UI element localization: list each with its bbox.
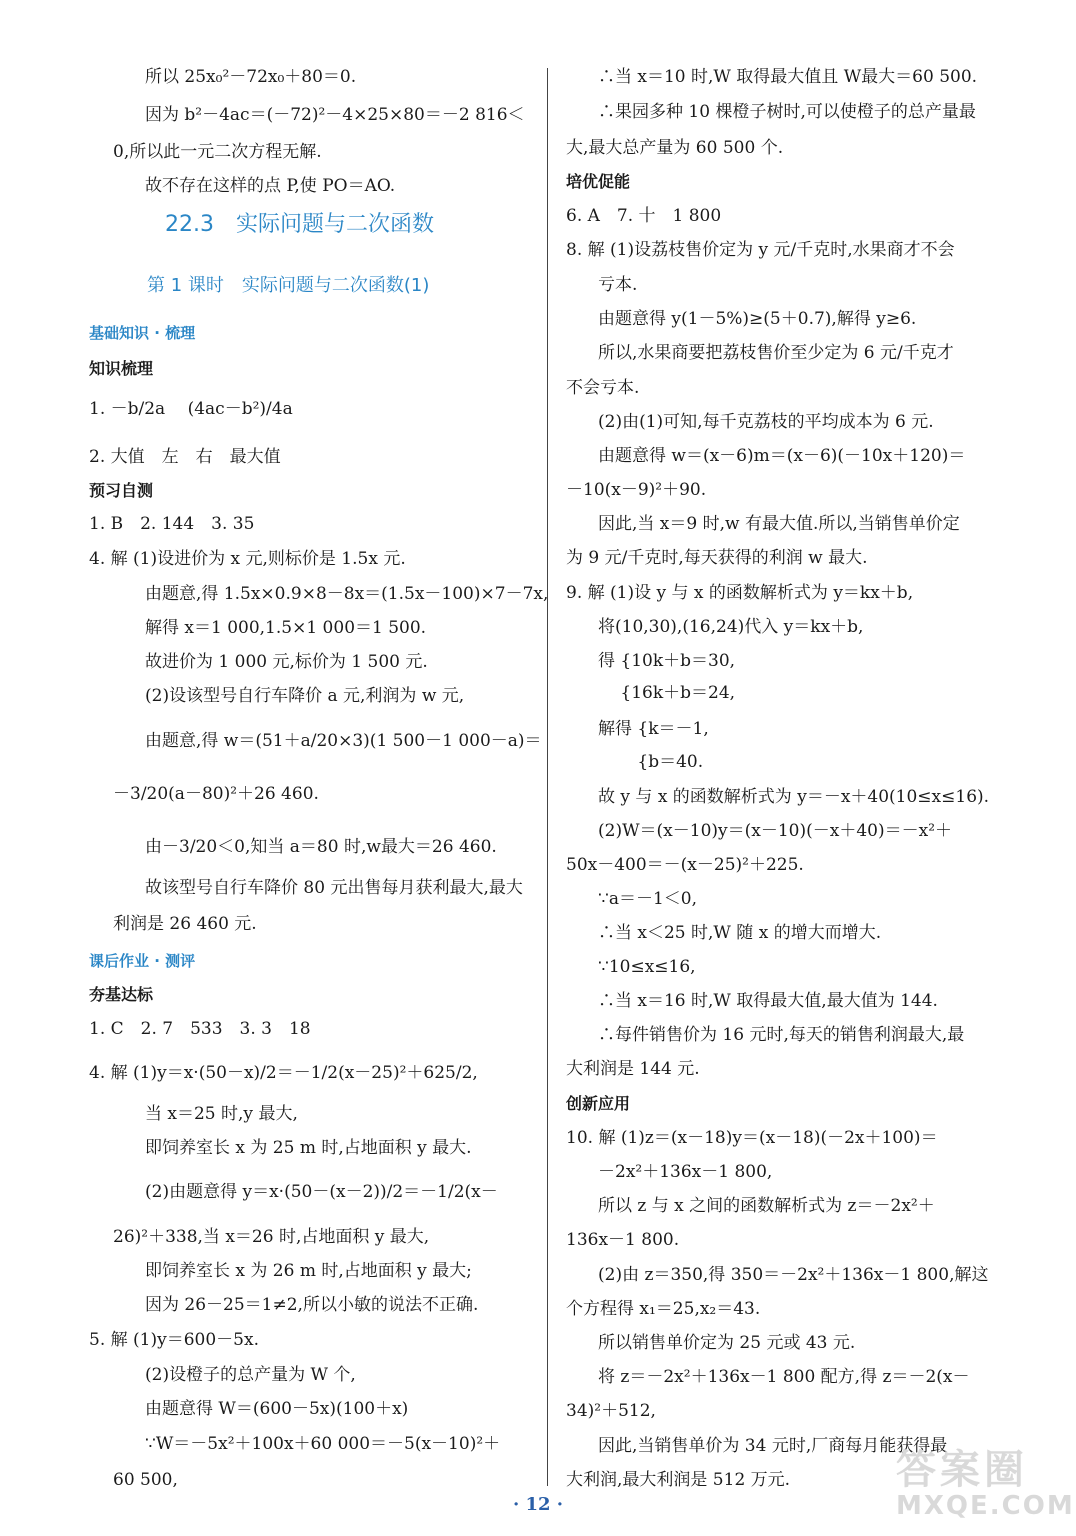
lesson-title: 第 1 课时 实际问题与二次函数(1) (147, 275, 430, 296)
text-line: {16k＋b＝24, (598, 683, 736, 703)
column-divider (547, 68, 548, 1486)
text-line: 60 500, (113, 1470, 178, 1490)
watermark-text-bottom: MXQE.COM (896, 1491, 1075, 1521)
text-line: 个方程得 x₁＝25,x₂＝43. (566, 1299, 761, 1319)
text-line: 即饲养室长 x 为 25 m 时,占地面积 y 最大. (145, 1138, 472, 1158)
text-line: 得 {10k＋b＝30, (598, 651, 736, 671)
text-line: 所以 25x₀²－72x₀＋80＝0. (145, 67, 357, 87)
text-line: 4. 解 (1)y＝x·(50－x)/2＝－1/2(x－25)²＋625/2, (89, 1063, 478, 1083)
text-line: (2)由题意得 y＝x·(50－(x－2))/2＝－1/2(x－ (145, 1182, 498, 1202)
text-line: 由题意得 w＝(x－6)m＝(x－6)(－10x＋120)＝ (598, 446, 966, 466)
text-line: (2)由(1)可知,每千克荔枝的平均成本为 6 元. (598, 412, 934, 432)
text-line: 由题意得 y(1－5%)≥(5＋0.7),解得 y≥6. (598, 309, 917, 329)
text-line: 故进价为 1 000 元,标价为 1 500 元. (145, 652, 428, 672)
text-line: －3/20(a－80)²＋26 460. (113, 784, 319, 804)
text-line: 1. B 2. 144 3. 35 (89, 514, 255, 534)
text-line: 由题意得 W＝(600－5x)(100＋x) (145, 1399, 409, 1419)
text-line: 解得 x＝1 000,1.5×1 000＝1 500. (145, 618, 427, 638)
text-line: (2)W＝(x－10)y＝(x－10)(－x＋40)＝－x²＋ (598, 821, 953, 841)
text-line: {b＝40. (598, 752, 704, 772)
text-line: ∴果园多种 10 棵橙子树时,可以使橙子的总产量最 (598, 102, 976, 122)
text-line: 由题意,得 w＝(51＋a/20×3)(1 500－1 000－a)＝ (145, 731, 542, 751)
text-line: 因为 b²－4ac＝(－72)²－4×25×80＝－2 816＜ (145, 105, 525, 125)
heading-foundation: 夯基达标 (89, 985, 154, 1004)
text-line: 26)²＋338,当 x＝26 时,占地面积 y 最大, (113, 1227, 430, 1247)
text-line: 故该型号自行车降价 80 元出售每月获利最大,最大 (145, 878, 523, 898)
text-line: 大,最大总产量为 60 500 个. (566, 138, 784, 158)
text-line: ∴当 x＝10 时,W 取得最大值且 W最大＝60 500. (598, 67, 978, 87)
text-line: 由题意,得 1.5x×0.9×8－8x＝(1.5x－100)×7－7x, (145, 584, 549, 604)
text-line: 所以销售单价定为 25 元或 43 元. (598, 1333, 856, 1353)
text-line: 为 9 元/千克时,每天获得的利润 w 最大. (566, 548, 868, 568)
text-line: 大利润是 144 元. (566, 1059, 700, 1079)
text-line: 所以,水果商要把荔枝售价至少定为 6 元/千克才 (598, 343, 954, 363)
text-line: 利润是 26 460 元. (113, 914, 257, 934)
heading-homework: 课后作业 · 测评 (89, 952, 196, 970)
text-line: 1. －b/2a (4ac－b²)/4a (89, 399, 293, 419)
text-line: 大利润,最大利润是 512 万元. (566, 1470, 791, 1490)
text-line: 4. 解 (1)设进价为 x 元,则标价是 1.5x 元. (89, 549, 406, 569)
heading-preview: 预习自测 (89, 481, 154, 500)
text-line: 即饲养室长 x 为 26 m 时,占地面积 y 最大; (145, 1261, 472, 1281)
text-line: 不会亏本. (566, 378, 640, 398)
text-line: 由－3/20＜0,知当 a＝80 时,w最大＝26 460. (145, 837, 497, 857)
text-line: 136x－1 800. (566, 1230, 680, 1250)
text-line: 6. A 7. 十 1 800 (566, 206, 722, 226)
text-line: －10(x－9)²＋90. (566, 480, 707, 500)
text-line: 10. 解 (1)z＝(x－18)y＝(x－18)(－2x＋100)＝ (566, 1128, 938, 1148)
text-line: 因此,当销售单价为 34 元时,厂商每月能获得最 (598, 1436, 948, 1456)
text-line: 故不存在这样的点 P,使 PO＝AO. (145, 176, 396, 196)
text-line: 2. 大值 左 右 最大值 (89, 447, 281, 467)
text-line: 8. 解 (1)设荔枝售价定为 y 元/千克时,水果商才不会 (566, 240, 955, 260)
heading-innovate: 创新应用 (566, 1094, 631, 1113)
section-title: 22.3 实际问题与二次函数 (165, 212, 434, 237)
text-line: ∴每件销售价为 16 元时,每天的销售利润最大,最 (598, 1025, 965, 1045)
page-number: · 12 · (512, 1494, 564, 1515)
text-line: －2x²＋136x－1 800, (598, 1162, 773, 1182)
heading-knowledge-review: 知识梳理 (89, 359, 154, 378)
heading-basic-knowledge: 基础知识 · 梳理 (89, 324, 196, 342)
text-line: ∵10≤x≤16, (598, 957, 696, 977)
text-line: 故 y 与 x 的函数解析式为 y＝－x＋40(10≤x≤16). (598, 787, 990, 807)
text-line: (2)由 z＝350,得 350＝－2x²＋136x－1 800,解这 (598, 1265, 989, 1285)
watermark-logo (896, 1447, 1075, 1528)
watermark-text-top: 答案圈 (896, 1447, 1028, 1493)
text-line: 解得 {k＝－1, (598, 719, 709, 739)
text-line: 1. C 2. 7 533 3. 3 18 (89, 1019, 311, 1039)
text-line: 亏本. (598, 275, 638, 295)
text-line: 所以 z 与 x 之间的函数解析式为 z＝－2x²＋ (598, 1196, 935, 1216)
text-line: (2)设橙子的总产量为 W 个, (145, 1365, 356, 1385)
text-line: 0,所以此一元二次方程无解. (113, 142, 322, 162)
text-line: (2)设该型号自行车降价 a 元,利润为 w 元, (145, 686, 465, 706)
heading-improve: 培优促能 (566, 172, 631, 191)
text-line: 5. 解 (1)y＝600－5x. (89, 1330, 259, 1350)
text-line: 34)²＋512, (566, 1401, 656, 1421)
text-line: 将(10,30),(16,24)代入 y＝kx＋b, (598, 617, 864, 637)
text-line: ∴当 x＜25 时,W 随 x 的增大而增大. (598, 923, 882, 943)
text-line: 将 z＝－2x²＋136x－1 800 配方,得 z＝－2(x－ (598, 1367, 970, 1387)
text-line: 因此,当 x＝9 时,w 有最大值.所以,当销售单价定 (598, 514, 960, 534)
text-line: 50x－400＝－(x－25)²＋225. (566, 855, 804, 875)
text-line: ∴当 x＝16 时,W 取得最大值,最大值为 144. (598, 991, 938, 1011)
text-line: 9. 解 (1)设 y 与 x 的函数解析式为 y＝kx＋b, (566, 583, 914, 603)
text-line: 当 x＝25 时,y 最大, (145, 1104, 298, 1124)
text-line: ∵W＝－5x²＋100x＋60 000＝－5(x－10)²＋ (145, 1434, 501, 1454)
text-line: 因为 26－25＝1≠2,所以小敏的说法不正确. (145, 1295, 479, 1315)
text-line: ∵a＝－1＜0, (598, 889, 697, 909)
